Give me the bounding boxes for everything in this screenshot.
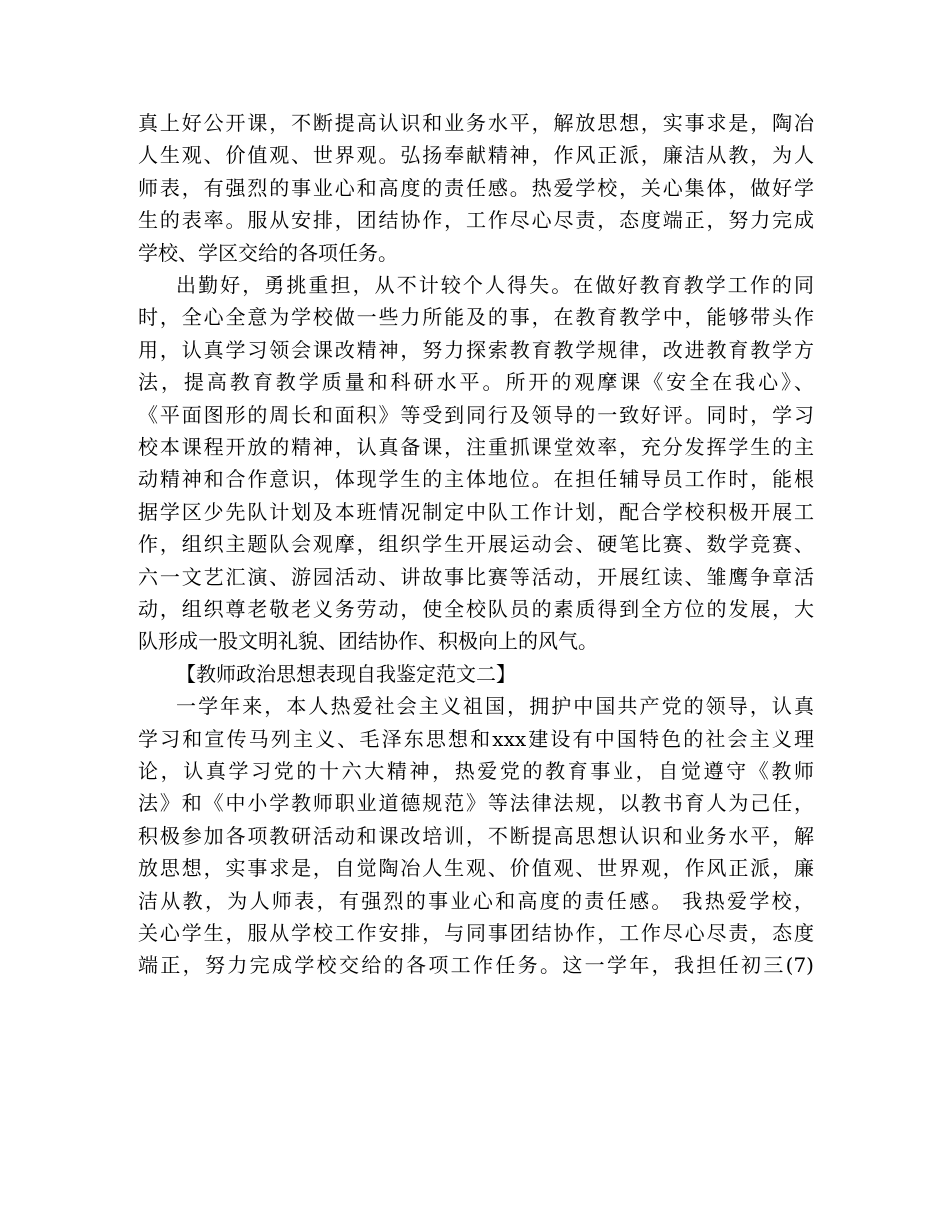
text-line: 时，全心全意为学校做一些力所能及的事，在教育教学中，能够带头作	[138, 305, 814, 330]
text-line: 【教师政治思想表现自我鉴定范文二】	[176, 661, 516, 686]
text-line: 生的表率。服从安排，团结协作，工作尽心尽责，态度端正，努力完成	[138, 208, 814, 233]
text-line: 出勤好，勇挑重担，从不计较个人得失。在做好教育教学工作的同	[176, 273, 814, 297]
text-line: 一学年来，本人热爱社会主义祖国，拥护中国共产党的领导，认真	[176, 694, 814, 719]
text-line: 法，提高教育教学质量和科研水平。所开的观摩课《安全在我心》、	[138, 370, 814, 395]
text-line: 用，认真学习领会课改精神，努力探索教育教学规律，改进教育教学方	[138, 337, 814, 362]
text-line: 《平面图形的周长和面积》等受到同行及领导的一致好评。同时，学习	[138, 402, 814, 427]
text-line: 端正，努力完成学校交给的各项工作任务。这一学年，我担任初三(7)	[138, 953, 814, 978]
text-line: 人生观、价值观、世界观。弘扬奉献精神，作风正派，廉洁从教，为人	[138, 143, 814, 168]
text-line: 学校、学区交给的各项任务。	[138, 240, 398, 265]
text-line: 作，组织主题队会观摩，组织学生开展运动会、硬笔比赛、数学竞赛、	[138, 532, 814, 557]
text-line: 动，组织尊老敬老义务劳动，使全校队员的素质得到全方位的发展，大	[138, 597, 814, 621]
text-line: 师表，有强烈的事业心和高度的责任感。热爱学校，关心集体，做好学	[138, 175, 814, 200]
text-line: 学习和宣传马列主义、毛泽东思想和xxx建设有中国特色的社会主义理	[138, 726, 814, 751]
text-line: 论，认真学习党的十六大精神，热爱党的教育事业，自觉遵守《教师	[138, 759, 814, 783]
text-line: 动精神和合作意识，体现学生的主体地位。在担任辅导员工作时，能根	[138, 467, 814, 492]
text-line: 积极参加各项教研活动和课改培训，不断提高思想认识和业务水平，解	[138, 823, 814, 848]
text-line: 据学区少先队计划及本班情况制定中队工作计划，配合学校积极开展工	[138, 499, 814, 524]
text-line: 真上好公开课，不断提高认识和业务水平，解放思想，实事求是，陶冶	[138, 111, 814, 135]
text-line: 关心学生，服从学校工作安排，与同事团结协作，工作尽心尽责，态度	[138, 921, 814, 945]
text-line: 六一文艺汇演、游园活动、讲故事比赛等活动，开展红读、雏鹰争章活	[138, 564, 814, 589]
text-line: 洁从教，为人师表，有强烈的事业心和高度的责任感。 我热爱学校，	[138, 888, 814, 913]
text-line: 法》和《中小学教师职业道德规范》等法律法规，以教书育人为己任，	[138, 791, 814, 816]
text-line: 放思想，实事求是，自觉陶冶人生观、价值观、世界观，作风正派，廉	[138, 856, 814, 881]
text-line: 校本课程开放的精神，认真备课，注重抓课堂效率，充分发挥学生的主	[138, 435, 814, 459]
text-line: 队形成一股文明礼貌、团结协作、积极向上的风气。	[138, 629, 598, 654]
